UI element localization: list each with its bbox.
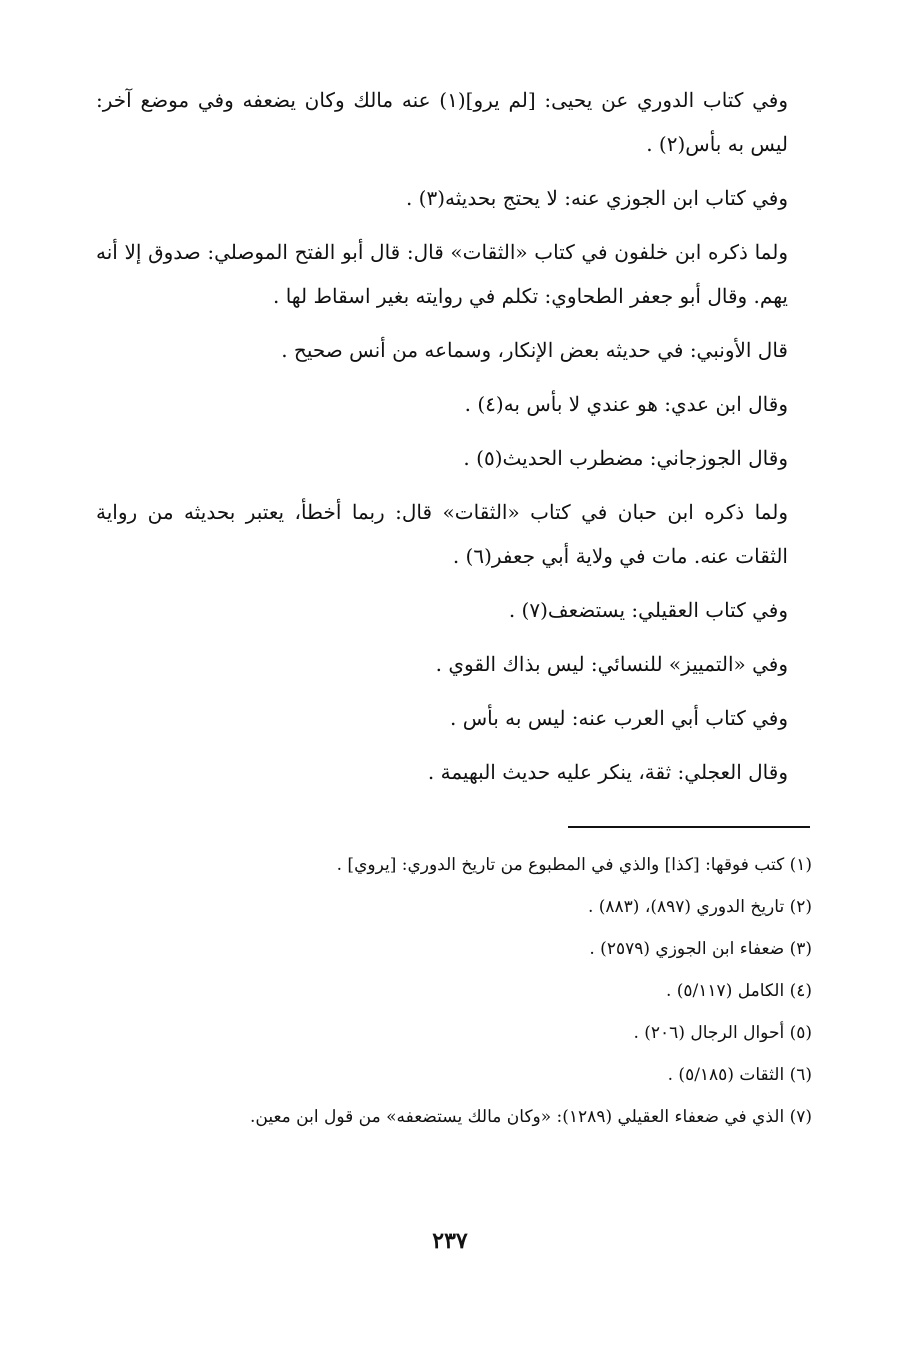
paragraph-al-duri: وفي كتاب الدوري عن يحيى: [لم يرو](١) عنه مالك وكان يضعفه وفي موضع آخر: ليس به بأس(٢) . [96,88,788,156]
paragraph-al-awnabi: قال الأونبي: في حديثه بعض الإنكار، وسماعه من أنس صحيح . [281,338,788,362]
footnote-4: (٤) الكامل (٥/١١٧) . [665,981,812,1001]
paragraph-ibn-hibban: ولما ذكره ابن حبان في كتاب «الثقات» قال: ربما أخطأ، يعتبر بحديثه من رواية الثقات عنه. مات في ولاية أبي جعفر(٦) . [96,500,789,568]
paragraph-ibn-adi: وقال ابن عدي: هو عندي لا بأس به(٤) . [464,392,788,416]
footnote-6: (٦) الثقات (٥/١٨٥) . [667,1065,812,1085]
page-number: ٢٣٧ [432,1228,468,1254]
paragraph-al-uqayli: وفي كتاب العقيلي: يستضعف(٧) . [508,598,788,622]
footnotes [100,848,812,1142]
paragraph-al-juzjani: وقال الجوزجاني: مضطرب الحديث(٥) . [463,446,788,470]
paragraph-al-nasai: وفي «التمييز» للنسائي: ليس بذاك القوي . [435,652,788,676]
footnote-2: (٢) تاريخ الدوري (٨٩٧)، (٨٨٣) . [587,897,812,917]
paragraph-ibn-khalfun: ولما ذكره ابن خلفون في كتاب «الثقات» قال: قال أبو الفتح الموصلي: صدوق إلا أنه يهم. وقال أبو جعفر الطحاوي: تكلم في روايته بغير اسقاط لها . [96,240,788,308]
footnote-7: (٧) الذي في ضعفاء العقيلي (١٢٨٩): «وكان مالك يستضعفه» من قول ابن معين. [250,1107,812,1127]
footnote-separator [568,826,810,828]
footnote-1: (١) كتب فوقها: [كذا] والذي في المطبوع من تاريخ الدوري: [يروي] . [336,855,812,875]
paragraph-ibn-al-jawzi: وفي كتاب ابن الجوزي عنه: لا يحتج بحديثه(٣) . [405,186,788,210]
footnote-3: (٣) ضعفاء ابن الجوزي (٢٥٧٩) . [589,939,812,959]
footnote-5: (٥) أحوال الرجال (٢٠٦) . [633,1023,812,1043]
paragraph-al-ijli: وقال العجلي: ثقة، ينكر عليه حديث البهيمة . [427,760,788,784]
main-text [96,78,788,804]
paragraph-abu-al-arab: وفي كتاب أبي العرب عنه: ليس به بأس . [450,706,788,730]
